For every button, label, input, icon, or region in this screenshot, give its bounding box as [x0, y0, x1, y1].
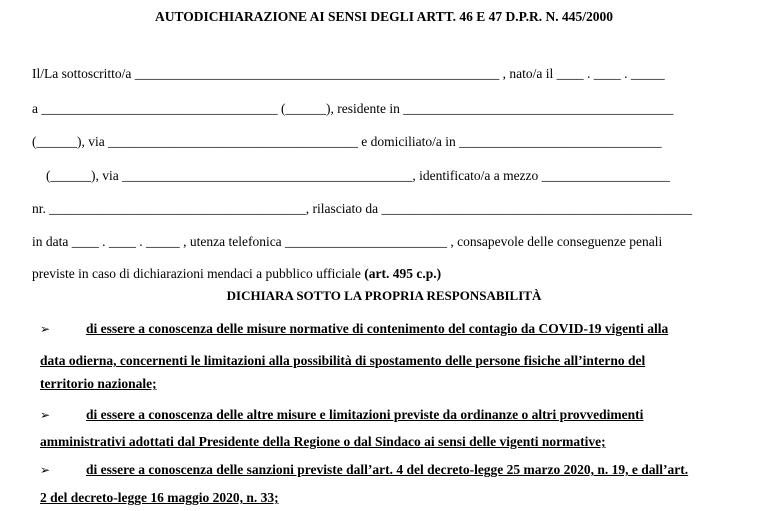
bullet-arrow-icon: ➢: [40, 463, 51, 477]
bullet-3-line-2: 2 del decreto-legge 16 maggio 2020, n. 33;: [40, 490, 279, 505]
bullet-1-line-2: data odierna, concernenti le limitazioni alla possibilità di spostamento delle persone fisiche all’interno del: [40, 353, 646, 368]
section-heading: DICHIARA SOTTO LA PROPRIA RESPONSABILITÀ: [226, 288, 542, 303]
bullet-1-line-3: territorio nazionale;: [40, 376, 157, 391]
bullet-1-line-1: di essere a conoscenza delle misure normative di contenimento del contagio da COVID-19 vigenti alla: [86, 321, 669, 336]
bullet-3-line-1: di essere a conoscenza delle sanzioni previste dall’art. 4 del decreto-legge 25 marzo 2020, n. 19, e dall’art.: [86, 462, 689, 477]
penal-notice-text: previste in caso di dichiarazioni mendaci a pubblico ufficiale: [32, 266, 365, 281]
bullet-arrow-icon: ➢: [40, 408, 51, 422]
field-line-penal-notice: [32, 266, 441, 282]
field-line-domicile-address: (______), via ___________________________________________, identificato/a a mezzo ___________________: [46, 168, 670, 183]
field-line-date-phone: in data ____ . ____ . _____ , utenza telefonica ________________________ , consapevole delle conseguenze penali: [32, 234, 663, 249]
field-line-birthplace: a ___________________________________ (______), residente in ________________________________________: [32, 101, 674, 116]
bullet-2-line-2: amministrativi adottati dal Presidente della Regione o dal Sindaco ai sensi delle vigenti normative;: [40, 434, 606, 449]
bullet-2-line-1: di essere a conoscenza delle altre misure e limitazioni previste da ordinanze o altri provvedimenti: [86, 407, 644, 422]
bullet-arrow-icon: ➢: [40, 322, 51, 336]
field-line-name: Il/La sottoscritto/a ______________________________________________________ , nato/a il ____ . ____ . _____: [32, 66, 665, 81]
penal-notice-article: (art. 495 c.p.): [364, 266, 442, 281]
document-title: AUTODICHIARAZIONE AI SENSI DEGLI ARTT. 46 E 47 D.P.R. N. 445/2000: [155, 9, 613, 24]
field-line-document-number: nr. ______________________________________, rilasciato da ______________________________________________: [32, 201, 692, 216]
field-line-residence-address: (______), via _____________________________________ e domiciliato/a in ______________________________: [32, 134, 662, 149]
